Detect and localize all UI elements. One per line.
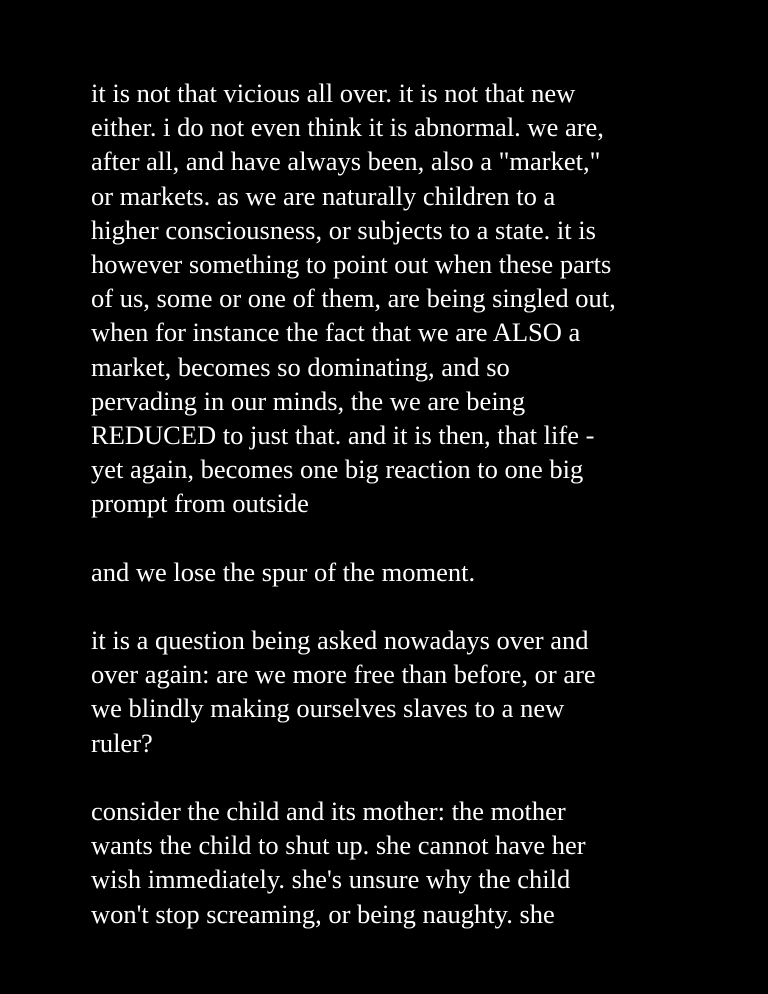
text-line: consider the child and its mother: the mother — [91, 795, 566, 826]
text-line: we blindly making ourselves slaves to a new — [91, 693, 565, 724]
text-line: wants the child to shut up. she cannot have her — [91, 830, 586, 861]
paragraph-1 — [91, 76, 691, 520]
paragraph-spacer — [91, 760, 691, 794]
paragraph-4 — [91, 794, 691, 931]
text-line: wish immediately. she's unsure why the child — [91, 864, 571, 895]
document-text — [91, 76, 691, 931]
paragraph-3 — [91, 623, 691, 760]
paragraph-spacer — [91, 520, 691, 554]
text-line: market, becomes so dominating, and so — [91, 351, 510, 382]
text-line: ruler? — [91, 727, 153, 758]
text-line: or markets. as we are naturally children to a — [91, 180, 556, 211]
paragraph-2 — [91, 555, 691, 589]
text-line: when for instance the fact that we are ALSO a — [91, 317, 581, 348]
text-line: and we lose the spur of the moment. — [91, 556, 476, 587]
paragraph-spacer — [91, 589, 691, 623]
text-line: REDUCED to just that. and it is then, that life - — [91, 419, 595, 450]
text-line: yet again, becomes one big reaction to one big — [91, 454, 584, 485]
text-line: over again: are we more free than before, or are — [91, 659, 596, 690]
text-line: after all, and have always been, also a "market," — [91, 146, 601, 177]
text-line: higher consciousness, or subjects to a state. it is — [91, 214, 596, 245]
text-line: of us, some or one of them, are being singled out, — [91, 283, 616, 314]
text-line: won't stop screaming, or being naughty. she — [91, 898, 555, 929]
text-line: it is not that vicious all over. it is not that new — [91, 78, 576, 108]
text-line: prompt from outside — [91, 488, 309, 519]
text-line: either. i do not even think it is abnormal. we are, — [91, 112, 604, 143]
text-line: however something to point out when these parts — [91, 248, 612, 279]
text-line: pervading in our minds, the we are being — [91, 385, 526, 416]
text-line: it is a question being asked nowadays over and — [91, 625, 589, 655]
